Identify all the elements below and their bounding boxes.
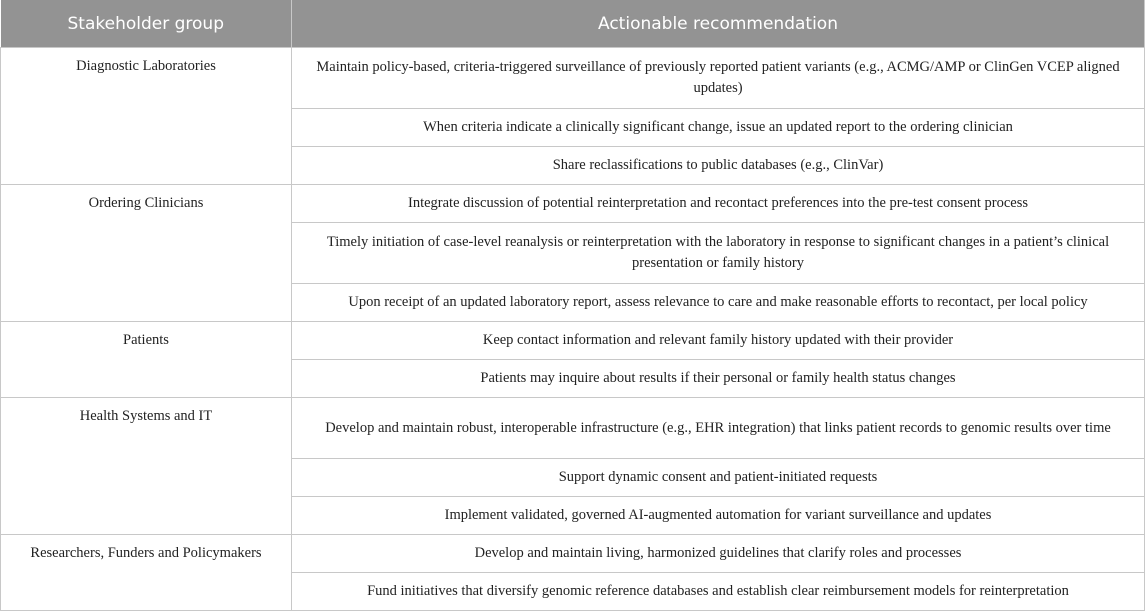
recommendation-cell: Share reclassifications to public databases (e.g., ClinVar) <box>292 147 1145 185</box>
group-cell: Researchers, Funders and Policymakers <box>1 535 292 611</box>
group-cell: Patients <box>1 322 292 398</box>
recommendation-cell: Patients may inquire about results if their personal or family health status changes <box>292 360 1145 398</box>
group-cell: Health Systems and IT <box>1 398 292 535</box>
table-row <box>1 185 1145 223</box>
recommendation-cell: Implement validated, governed AI-augmented automation for variant surveillance and updates <box>292 497 1145 535</box>
header-actionable-recommendation: Actionable recommendation <box>292 0 1145 48</box>
recommendation-cell: When criteria indicate a clinically significant change, issue an updated report to the ordering clinician <box>292 109 1145 147</box>
header-row <box>1 0 1145 48</box>
table-row <box>1 322 1145 360</box>
table-row <box>1 48 1145 109</box>
recommendation-cell: Keep contact information and relevant family history updated with their provider <box>292 322 1145 360</box>
group-cell: Ordering Clinicians <box>1 185 292 322</box>
recommendation-cell: Maintain policy-based, criteria-triggered surveillance of previously reported patient variants (e.g., ACMG/AMP or ClinGen VCEP aligned updates) <box>292 48 1145 109</box>
group-cell: Diagnostic Laboratories <box>1 48 292 185</box>
recommendation-cell: Upon receipt of an updated laboratory report, assess relevance to care and make reasonable efforts to recontact, per local policy <box>292 284 1145 322</box>
recommendation-cell: Timely initiation of case-level reanalysis or reinterpretation with the laboratory in response to significant changes in a patient’s clinical presentation or family history <box>292 223 1145 284</box>
recommendation-cell: Develop and maintain robust, interoperable infrastructure (e.g., EHR integration) that links patient records to genomic results over time <box>292 398 1145 459</box>
recommendation-cell: Support dynamic consent and patient-initiated requests <box>292 459 1145 497</box>
recommendation-cell: Develop and maintain living, harmonized guidelines that clarify roles and processes <box>292 535 1145 573</box>
recommendation-cell: Fund initiatives that diversify genomic reference databases and establish clear reimbursement models for reinterpretation <box>292 573 1145 611</box>
table-row <box>1 535 1145 573</box>
recommendation-cell: Integrate discussion of potential reinterpretation and recontact preferences into the pre-test consent process <box>292 185 1145 223</box>
header-stakeholder-group: Stakeholder group <box>1 0 292 48</box>
table-row <box>1 398 1145 459</box>
